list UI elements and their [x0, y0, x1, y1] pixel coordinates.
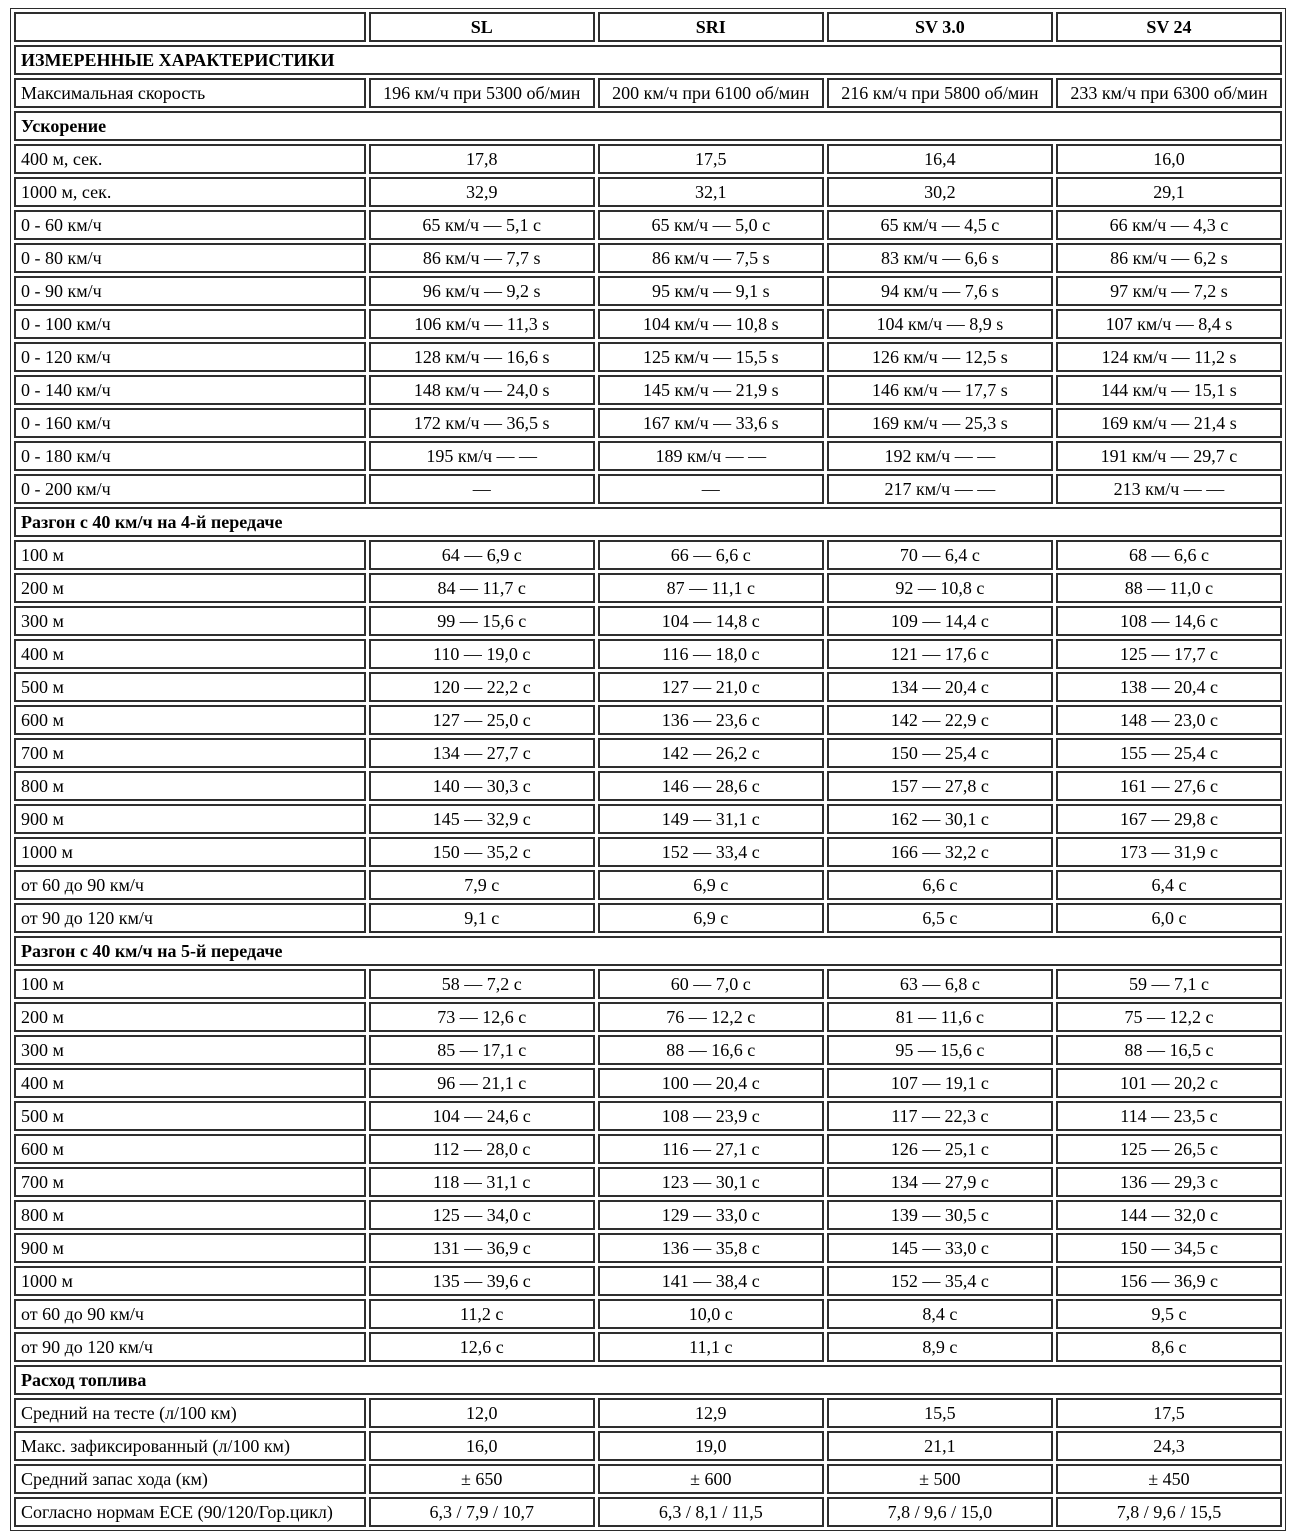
cell-value: 88 — 11,0 с	[1056, 573, 1282, 603]
column-header-sv30: SV 3.0	[827, 12, 1053, 42]
table-row	[14, 276, 1282, 306]
table-row	[14, 1266, 1282, 1296]
cell-value: 127 — 25,0 с	[369, 705, 595, 735]
cell-value: 64 — 6,9 с	[369, 540, 595, 570]
cell-value: 149 — 31,1 с	[598, 804, 824, 834]
table-row	[14, 243, 1282, 273]
table-row	[14, 1431, 1282, 1461]
cell-value: ± 600	[598, 1464, 824, 1494]
cell-value: 12,6 с	[369, 1332, 595, 1362]
cell-value: 120 — 22,2 с	[369, 672, 595, 702]
cell-value: 95 — 15,6 с	[827, 1035, 1053, 1065]
cell-value: 17,8	[369, 144, 595, 174]
row-label: 300 м	[14, 1035, 366, 1065]
row-label: от 90 до 120 км/ч	[14, 903, 366, 933]
cell-value: 138 — 20,4 с	[1056, 672, 1282, 702]
cell-value: 129 — 33,0 с	[598, 1200, 824, 1230]
cell-value: 24,3	[1056, 1431, 1282, 1461]
cell-value: 116 — 18,0 с	[598, 639, 824, 669]
cell-value: 148 км/ч — 24,0 s	[369, 375, 595, 405]
cell-value: 29,1	[1056, 177, 1282, 207]
cell-value: 155 — 25,4 с	[1056, 738, 1282, 768]
cell-value: 6,3 / 7,9 / 10,7	[369, 1497, 595, 1527]
cell-value: 117 — 22,3 с	[827, 1101, 1053, 1131]
cell-value: 58 — 7,2 с	[369, 969, 595, 999]
cell-value: 88 — 16,5 с	[1056, 1035, 1282, 1065]
cell-value: 195 км/ч — —	[369, 441, 595, 471]
cell-value: 134 — 20,4 с	[827, 672, 1053, 702]
section-row	[14, 936, 1282, 966]
cell-value: 8,4 с	[827, 1299, 1053, 1329]
row-label: 200 м	[14, 1002, 366, 1032]
row-label: 400 м, сек.	[14, 144, 366, 174]
cell-value: 127 — 21,0 с	[598, 672, 824, 702]
row-label: 0 - 80 км/ч	[14, 243, 366, 273]
cell-value: 94 км/ч — 7,6 s	[827, 276, 1053, 306]
cell-value: 107 км/ч — 8,4 s	[1056, 309, 1282, 339]
cell-value: —	[369, 474, 595, 504]
cell-value: ± 450	[1056, 1464, 1282, 1494]
cell-value: 81 — 11,6 с	[827, 1002, 1053, 1032]
table-row	[14, 1167, 1282, 1197]
cell-value: 19,0	[598, 1431, 824, 1461]
column-header-sv24: SV 24	[1056, 12, 1282, 42]
row-label: 0 - 120 км/ч	[14, 342, 366, 372]
cell-value: 85 — 17,1 с	[369, 1035, 595, 1065]
cell-value: 17,5	[598, 144, 824, 174]
cell-value: ± 650	[369, 1464, 595, 1494]
cell-value: 167 км/ч — 33,6 s	[598, 408, 824, 438]
cell-value: 73 — 12,6 с	[369, 1002, 595, 1032]
cell-value: 104 км/ч — 10,8 s	[598, 309, 824, 339]
row-label: Средний на тесте (л/100 км)	[14, 1398, 366, 1428]
row-label: 1000 м	[14, 837, 366, 867]
cell-value: 112 — 28,0 с	[369, 1134, 595, 1164]
cell-value: 6,6 с	[827, 870, 1053, 900]
cell-value: 118 — 31,1 с	[369, 1167, 595, 1197]
row-label: 300 м	[14, 606, 366, 636]
cell-value: 63 — 6,8 с	[827, 969, 1053, 999]
row-label: 400 м	[14, 1068, 366, 1098]
cell-value: 88 — 16,6 с	[598, 1035, 824, 1065]
section-title: Разгон с 40 км/ч на 5-й передаче	[14, 936, 1282, 966]
cell-value: 16,0	[369, 1431, 595, 1461]
cell-value: 86 км/ч — 7,5 s	[598, 243, 824, 273]
cell-value: 134 — 27,9 с	[827, 1167, 1053, 1197]
section-row	[14, 507, 1282, 537]
cell-value: 114 — 23,5 с	[1056, 1101, 1282, 1131]
cell-value: 96 — 21,1 с	[369, 1068, 595, 1098]
table-row	[14, 441, 1282, 471]
cell-value: 146 км/ч — 17,7 s	[827, 375, 1053, 405]
cell-value: 189 км/ч — —	[598, 441, 824, 471]
cell-value: 136 — 29,3 с	[1056, 1167, 1282, 1197]
cell-value: 12,9	[598, 1398, 824, 1428]
cell-value: 59 — 7,1 с	[1056, 969, 1282, 999]
row-label: 0 - 140 км/ч	[14, 375, 366, 405]
cell-value: 131 — 36,9 с	[369, 1233, 595, 1263]
cell-value: 128 км/ч — 16,6 s	[369, 342, 595, 372]
section-row	[14, 45, 1282, 75]
table-row	[14, 804, 1282, 834]
cell-value: 150 — 34,5 с	[1056, 1233, 1282, 1263]
table-row	[14, 1101, 1282, 1131]
table-row	[14, 1464, 1282, 1494]
cell-value: 216 км/ч при 5800 об/мин	[827, 78, 1053, 108]
table-row	[14, 870, 1282, 900]
table-row	[14, 177, 1282, 207]
section-title: ИЗМЕРЕННЫЕ ХАРАКТЕРИСТИКИ	[14, 45, 1282, 75]
cell-value: 12,0	[369, 1398, 595, 1428]
cell-value: 152 — 35,4 с	[827, 1266, 1053, 1296]
column-header-sl: SL	[369, 12, 595, 42]
cell-value: 76 — 12,2 с	[598, 1002, 824, 1032]
table-row	[14, 606, 1282, 636]
row-label: от 60 до 90 км/ч	[14, 1299, 366, 1329]
cell-value: 6,5 с	[827, 903, 1053, 933]
cell-value: 125 км/ч — 15,5 s	[598, 342, 824, 372]
cell-value: 7,8 / 9,6 / 15,0	[827, 1497, 1053, 1527]
cell-value: 123 — 30,1 с	[598, 1167, 824, 1197]
cell-value: 6,9 с	[598, 870, 824, 900]
table-row	[14, 639, 1282, 669]
table-row	[14, 969, 1282, 999]
cell-value: 10,0 с	[598, 1299, 824, 1329]
row-label: 100 м	[14, 969, 366, 999]
cell-value: 99 — 15,6 с	[369, 606, 595, 636]
table-row	[14, 1233, 1282, 1263]
cell-value: 141 — 38,4 с	[598, 1266, 824, 1296]
cell-value: 169 км/ч — 25,3 s	[827, 408, 1053, 438]
row-label: Согласно нормам ЕСЕ (90/120/Гор.цикл)	[14, 1497, 366, 1527]
cell-value: 96 км/ч — 9,2 s	[369, 276, 595, 306]
section-title: Расход топлива	[14, 1365, 1282, 1395]
cell-value: 146 — 28,6 с	[598, 771, 824, 801]
cell-value: 8,6 с	[1056, 1332, 1282, 1362]
cell-value: 156 — 36,9 с	[1056, 1266, 1282, 1296]
table-row	[14, 1002, 1282, 1032]
row-label: 500 м	[14, 672, 366, 702]
cell-value: 135 — 39,6 с	[369, 1266, 595, 1296]
cell-value: 65 км/ч — 5,0 с	[598, 210, 824, 240]
cell-value: 32,1	[598, 177, 824, 207]
row-label: Макс. зафиксированный (л/100 км)	[14, 1431, 366, 1461]
cell-value: 108 — 23,9 с	[598, 1101, 824, 1131]
cell-value: 83 км/ч — 6,6 s	[827, 243, 1053, 273]
row-label: 900 м	[14, 804, 366, 834]
cell-value: 157 — 27,8 с	[827, 771, 1053, 801]
cell-value: 233 км/ч при 6300 об/мин	[1056, 78, 1282, 108]
cell-value: 32,9	[369, 177, 595, 207]
cell-value: 17,5	[1056, 1398, 1282, 1428]
cell-value: 145 — 32,9 с	[369, 804, 595, 834]
row-label: 100 м	[14, 540, 366, 570]
cell-value: 125 — 17,7 с	[1056, 639, 1282, 669]
table-row	[14, 837, 1282, 867]
header-row	[14, 12, 1282, 42]
cell-value: 152 — 33,4 с	[598, 837, 824, 867]
row-label: 700 м	[14, 1167, 366, 1197]
cell-value: ± 500	[827, 1464, 1053, 1494]
table-row	[14, 1068, 1282, 1098]
cell-value: 108 — 14,6 с	[1056, 606, 1282, 636]
cell-value: 140 — 30,3 с	[369, 771, 595, 801]
cell-value: 144 км/ч — 15,1 s	[1056, 375, 1282, 405]
table-row	[14, 375, 1282, 405]
table-row	[14, 210, 1282, 240]
table-row	[14, 309, 1282, 339]
row-label: 700 м	[14, 738, 366, 768]
row-label: 0 - 60 км/ч	[14, 210, 366, 240]
cell-value: 100 — 20,4 с	[598, 1068, 824, 1098]
section-title: Разгон с 40 км/ч на 4-й передаче	[14, 507, 1282, 537]
cell-value: —	[598, 474, 824, 504]
cell-value: 15,5	[827, 1398, 1053, 1428]
cell-value: 9,5 с	[1056, 1299, 1282, 1329]
row-label: 800 м	[14, 771, 366, 801]
cell-value: 142 — 22,9 с	[827, 705, 1053, 735]
cell-value: 7,9 с	[369, 870, 595, 900]
row-label: 0 - 90 км/ч	[14, 276, 366, 306]
table-row	[14, 78, 1282, 108]
cell-value: 217 км/ч — —	[827, 474, 1053, 504]
cell-value: 162 — 30,1 с	[827, 804, 1053, 834]
cell-value: 136 — 23,6 с	[598, 705, 824, 735]
cell-value: 145 — 33,0 с	[827, 1233, 1053, 1263]
row-label: 900 м	[14, 1233, 366, 1263]
row-label: 600 м	[14, 705, 366, 735]
cell-value: 110 — 19,0 с	[369, 639, 595, 669]
cell-value: 11,2 с	[369, 1299, 595, 1329]
cell-value: 200 км/ч при 6100 об/мин	[598, 78, 824, 108]
column-header-empty	[14, 12, 366, 42]
cell-value: 6,4 с	[1056, 870, 1282, 900]
cell-value: 150 — 35,2 с	[369, 837, 595, 867]
table-row	[14, 342, 1282, 372]
cell-value: 104 — 14,8 с	[598, 606, 824, 636]
table-row	[14, 672, 1282, 702]
row-label: 800 м	[14, 1200, 366, 1230]
row-label: 500 м	[14, 1101, 366, 1131]
cell-value: 21,1	[827, 1431, 1053, 1461]
table-row	[14, 1332, 1282, 1362]
cell-value: 65 км/ч — 4,5 с	[827, 210, 1053, 240]
table-row	[14, 1035, 1282, 1065]
cell-value: 95 км/ч — 9,1 s	[598, 276, 824, 306]
table-row	[14, 705, 1282, 735]
cell-value: 144 — 32,0 с	[1056, 1200, 1282, 1230]
cell-value: 60 — 7,0 с	[598, 969, 824, 999]
table-row	[14, 144, 1282, 174]
section-row	[14, 1365, 1282, 1395]
car-specs-table	[10, 8, 1286, 1531]
table-row	[14, 1299, 1282, 1329]
cell-value: 121 — 17,6 с	[827, 639, 1053, 669]
cell-value: 125 — 26,5 с	[1056, 1134, 1282, 1164]
section-row	[14, 111, 1282, 141]
cell-value: 109 — 14,4 с	[827, 606, 1053, 636]
row-label: 600 м	[14, 1134, 366, 1164]
table-row	[14, 903, 1282, 933]
row-label: 1000 м	[14, 1266, 366, 1296]
cell-value: 161 — 27,6 с	[1056, 771, 1282, 801]
cell-value: 66 — 6,6 с	[598, 540, 824, 570]
cell-value: 86 км/ч — 6,2 s	[1056, 243, 1282, 273]
cell-value: 192 км/ч — —	[827, 441, 1053, 471]
cell-value: 145 км/ч — 21,9 s	[598, 375, 824, 405]
column-header-sri: SRI	[598, 12, 824, 42]
cell-value: 75 — 12,2 с	[1056, 1002, 1282, 1032]
cell-value: 126 — 25,1 с	[827, 1134, 1053, 1164]
cell-value: 66 км/ч — 4,3 с	[1056, 210, 1282, 240]
cell-value: 124 км/ч — 11,2 s	[1056, 342, 1282, 372]
row-label: 0 - 200 км/ч	[14, 474, 366, 504]
row-label: 200 м	[14, 573, 366, 603]
cell-value: 126 км/ч — 12,5 s	[827, 342, 1053, 372]
section-title: Ускорение	[14, 111, 1282, 141]
row-label: 0 - 160 км/ч	[14, 408, 366, 438]
cell-value: 136 — 35,8 с	[598, 1233, 824, 1263]
table-row	[14, 573, 1282, 603]
table-row	[14, 1200, 1282, 1230]
row-label: 400 м	[14, 639, 366, 669]
table-row	[14, 1134, 1282, 1164]
cell-value: 148 — 23,0 с	[1056, 705, 1282, 735]
table-row	[14, 408, 1282, 438]
cell-value: 150 — 25,4 с	[827, 738, 1053, 768]
cell-value: 65 км/ч — 5,1 с	[369, 210, 595, 240]
table-row	[14, 1497, 1282, 1527]
cell-value: 106 км/ч — 11,3 s	[369, 309, 595, 339]
cell-value: 191 км/ч — 29,7 с	[1056, 441, 1282, 471]
cell-value: 104 км/ч — 8,9 s	[827, 309, 1053, 339]
cell-value: 86 км/ч — 7,7 s	[369, 243, 595, 273]
cell-value: 167 — 29,8 с	[1056, 804, 1282, 834]
cell-value: 104 — 24,6 с	[369, 1101, 595, 1131]
cell-value: 116 — 27,1 с	[598, 1134, 824, 1164]
cell-value: 134 — 27,7 с	[369, 738, 595, 768]
cell-value: 173 — 31,9 с	[1056, 837, 1282, 867]
cell-value: 97 км/ч — 7,2 s	[1056, 276, 1282, 306]
cell-value: 6,9 с	[598, 903, 824, 933]
row-label: Максимальная скорость	[14, 78, 366, 108]
cell-value: 166 — 32,2 с	[827, 837, 1053, 867]
table-row	[14, 540, 1282, 570]
row-label: от 90 до 120 км/ч	[14, 1332, 366, 1362]
cell-value: 16,4	[827, 144, 1053, 174]
cell-value: 196 км/ч при 5300 об/мин	[369, 78, 595, 108]
table-row	[14, 1398, 1282, 1428]
cell-value: 172 км/ч — 36,5 s	[369, 408, 595, 438]
cell-value: 213 км/ч — —	[1056, 474, 1282, 504]
table-row	[14, 771, 1282, 801]
cell-value: 6,3 / 8,1 / 11,5	[598, 1497, 824, 1527]
cell-value: 92 — 10,8 с	[827, 573, 1053, 603]
cell-value: 70 — 6,4 с	[827, 540, 1053, 570]
row-label: Средний запас хода (км)	[14, 1464, 366, 1494]
row-label: 0 - 180 км/ч	[14, 441, 366, 471]
cell-value: 107 — 19,1 с	[827, 1068, 1053, 1098]
cell-value: 139 — 30,5 с	[827, 1200, 1053, 1230]
cell-value: 142 — 26,2 с	[598, 738, 824, 768]
table-row	[14, 474, 1282, 504]
table-row	[14, 738, 1282, 768]
cell-value: 6,0 с	[1056, 903, 1282, 933]
cell-value: 84 — 11,7 с	[369, 573, 595, 603]
cell-value: 8,9 с	[827, 1332, 1053, 1362]
cell-value: 125 — 34,0 с	[369, 1200, 595, 1230]
cell-value: 9,1 с	[369, 903, 595, 933]
row-label: 1000 м, сек.	[14, 177, 366, 207]
cell-value: 30,2	[827, 177, 1053, 207]
cell-value: 11,1 с	[598, 1332, 824, 1362]
cell-value: 101 — 20,2 с	[1056, 1068, 1282, 1098]
cell-value: 7,8 / 9,6 / 15,5	[1056, 1497, 1282, 1527]
row-label: 0 - 100 км/ч	[14, 309, 366, 339]
row-label: от 60 до 90 км/ч	[14, 870, 366, 900]
cell-value: 16,0	[1056, 144, 1282, 174]
cell-value: 87 — 11,1 с	[598, 573, 824, 603]
cell-value: 68 — 6,6 с	[1056, 540, 1282, 570]
cell-value: 169 км/ч — 21,4 s	[1056, 408, 1282, 438]
